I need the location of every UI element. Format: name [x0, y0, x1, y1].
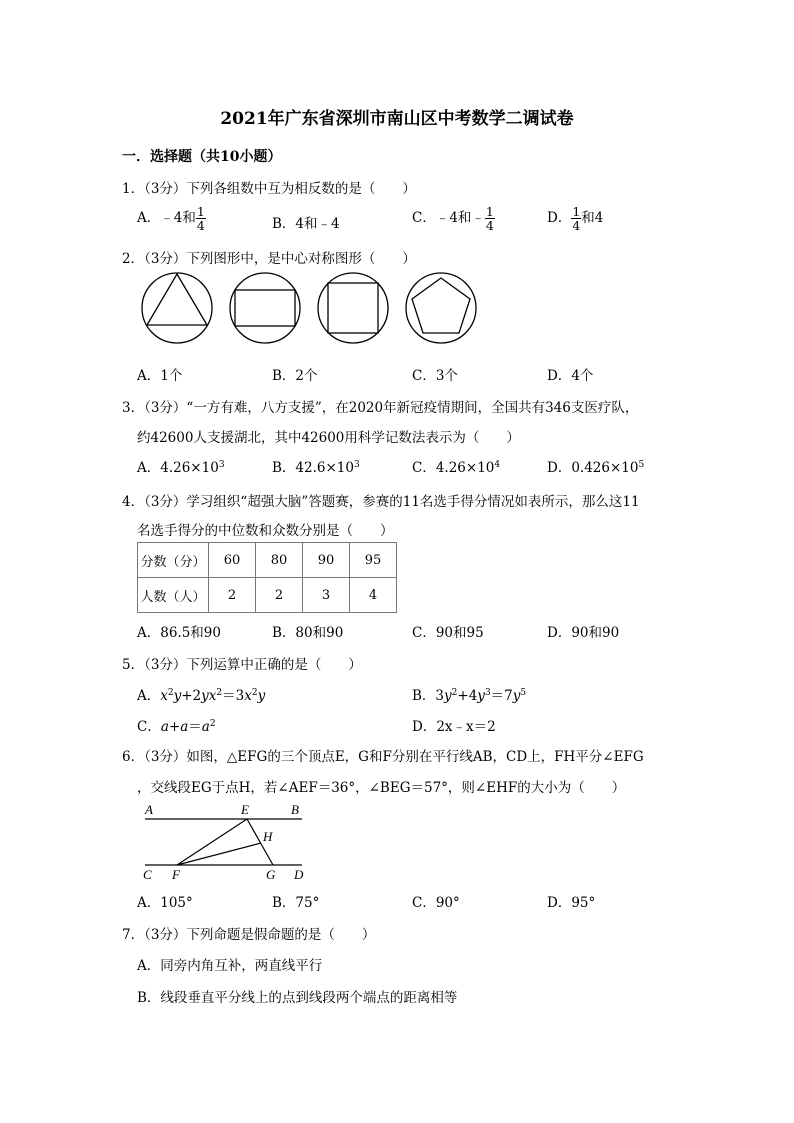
table-row: [138, 543, 397, 578]
table-cell: 分数（分）: [138, 543, 209, 578]
table-cell: 3: [303, 578, 350, 613]
table-cell: 2: [209, 578, 256, 613]
q3-option-a[interactable]: A．$4.26\times 10^3$: [137, 460, 225, 476]
q1-option-a-text: A．﹣4和: [137, 210, 196, 227]
fraction: $\frac{1}{4}$: [196, 204, 205, 234]
label-c: C: [143, 867, 152, 882]
table-cell: 95: [350, 543, 397, 578]
fraction: $\frac{1}{4}$: [572, 204, 581, 234]
circle-rectangle-figure: [230, 273, 300, 343]
q6-stem-line1: 6．（3分）如图，△EFG的三个顶点E，G和F分别在平行线AB，CD上，FH平分∠EFG: [122, 749, 644, 765]
q3-stem-line2: 约42600人支援湖北，其中42600用科学记数法表示为（ ）: [137, 430, 520, 446]
q2-option-d[interactable]: D．4个: [547, 368, 594, 384]
q5-option-c[interactable]: C．$a+a=a^2$: [137, 719, 216, 735]
q4-option-d[interactable]: D．90和90: [547, 625, 620, 641]
q2-option-a[interactable]: A．1个: [137, 368, 183, 384]
q6-stem-line2: ，交线段EG于点H，若∠AEF＝36°，∠BEG＝57°，则∠EHF的大小为（ ）: [137, 780, 626, 796]
circle-pentagon-figure: [406, 273, 476, 343]
section-heading: 一．选择题（共10小题）: [122, 149, 282, 165]
q1-stem: 1．（3分）下列各组数中互为相反数的是（ ）: [122, 181, 416, 197]
q4-option-a[interactable]: A．86.5和90: [137, 625, 221, 641]
q3-option-b[interactable]: B．$42.6\times 10^3$: [272, 460, 360, 476]
label-e: E: [241, 802, 249, 817]
q1-option-d-text: D．: [547, 210, 572, 227]
q3-option-d[interactable]: D．$0.426\times 10^5$: [547, 460, 645, 476]
q7-option-b[interactable]: B．线段垂直平分线上的点到线段两个端点的距离相等: [137, 990, 458, 1006]
q1-option-d[interactable]: D． $\frac{1}{4}$ 和4: [547, 204, 604, 234]
q4-option-b[interactable]: B．80和90: [272, 625, 344, 641]
table-cell: 人数（人）: [138, 578, 209, 613]
q1-option-c-text: C．﹣4和﹣: [412, 210, 485, 227]
q6-geometry-figure: [135, 800, 335, 885]
q3-option-c[interactable]: C．$4.26\times 10^4$: [412, 460, 501, 476]
q1-option-b[interactable]: B．4和﹣4: [272, 216, 340, 232]
segment-ef: [177, 819, 247, 865]
fraction: $\frac{1}{4}$: [485, 204, 494, 234]
q2-option-c[interactable]: C．3个: [412, 368, 458, 384]
table-cell: 60: [209, 543, 256, 578]
q6-option-d[interactable]: D．95°: [547, 895, 596, 911]
table-row: [138, 578, 397, 613]
label-h: H: [263, 829, 273, 844]
q2-option-b[interactable]: B．2个: [272, 368, 318, 384]
score-table: [137, 542, 397, 613]
q2-stem: 2．（3分）下列图形中，是中心对称图形（ ）: [122, 251, 416, 267]
q7-stem: 7．（3分）下列命题是假命题的是（ ）: [122, 927, 376, 943]
q6-option-b[interactable]: B．75°: [272, 895, 320, 911]
q5-stem: 5．（3分）下列运算中正确的是（ ）: [122, 657, 362, 673]
label-d: D: [294, 867, 304, 882]
q6-option-a[interactable]: A．105°: [137, 895, 193, 911]
q3-stem-line1: 3．（3分）“一方有难，八方支援”，在2020年新冠疫情期间，全国共有346支医疗队，: [122, 400, 639, 416]
q4-stem-line2: 名选手得分的中位数和众数分别是（ ）: [137, 523, 394, 539]
q2-figures: [130, 270, 490, 350]
exam-title: 2021年广东省深圳市南山区中考数学二调试卷: [220, 109, 574, 129]
q1-option-a[interactable]: [137, 205, 206, 232]
q5-option-a[interactable]: A．$x^2y+2yx^2=3x^2y$: [137, 688, 266, 704]
label-b: B: [291, 802, 299, 817]
q1-option-c[interactable]: [412, 205, 495, 232]
table-cell: 90: [303, 543, 350, 578]
circle-triangle-figure: [142, 273, 212, 343]
q7-option-a[interactable]: A．同旁内角互补，两直线平行: [137, 958, 323, 974]
q4-option-c[interactable]: C．90和95: [412, 625, 484, 641]
label-g: G: [266, 867, 276, 882]
q4-stem-line1: 4．（3分）学习组织“超强大脑”答题赛，参赛的11名选手得分情况如表所示，那么这11: [122, 494, 640, 510]
segment-fh: [177, 843, 261, 865]
q5-option-b[interactable]: B．$3y^2+4y^3=7y^5$: [412, 688, 527, 704]
table-cell: 80: [256, 543, 303, 578]
q5-option-d[interactable]: D．2x﹣x＝2: [412, 719, 496, 735]
label-f: F: [172, 867, 180, 882]
table-cell: 2: [256, 578, 303, 613]
circle-square-figure: [318, 273, 388, 343]
table-cell: 4: [350, 578, 397, 613]
q6-option-c[interactable]: C．90°: [412, 895, 460, 911]
label-a: A: [145, 802, 153, 817]
